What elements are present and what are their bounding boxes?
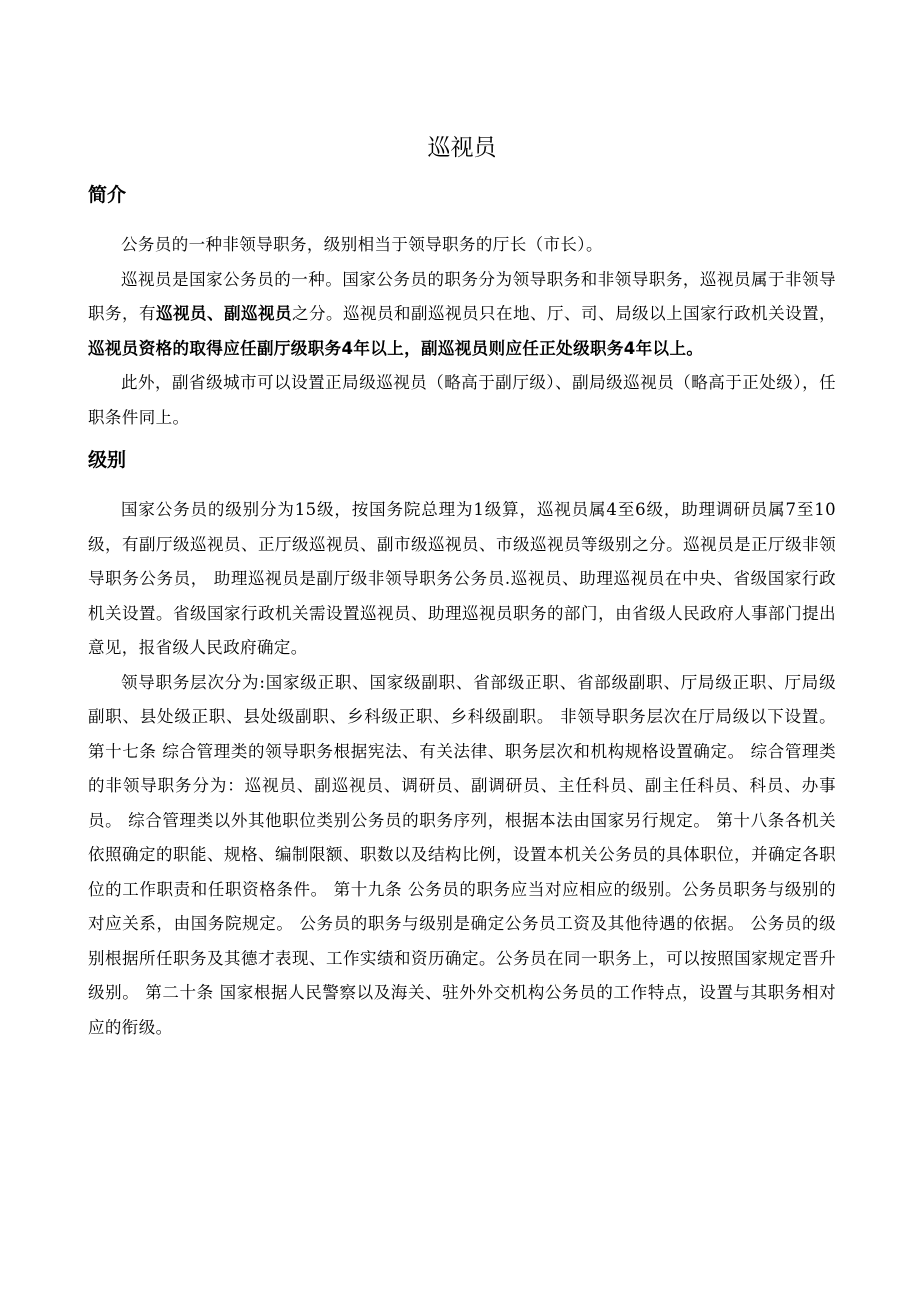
section-intro xyxy=(88,178,836,435)
bold-text: 巡视员资格的取得应任副厅级职务4年以上，副巡视员则应任正处级职务4年以上。 xyxy=(88,338,704,358)
paragraph-with-emphasis xyxy=(88,263,836,367)
bold-text: 巡视员、副巡视员 xyxy=(156,304,293,323)
section-heading-intro: 简介 xyxy=(88,184,127,206)
paragraph: 国家公务员的级别分为15级，按国务院总理为1级算，巡视员属4至6级，助理调研员属7至10级，有副厅级巡视员、正厅级巡视员、副市级巡视员、市级巡视员等级别之分。巡视员是正厅级非领导职务公务员， 助理巡视员是副厅级非领导职务公务员.巡视员、助理巡视员在中央、省级国家行政机关设置。省级国家行政机关需设置巡视员、助理巡视员职务的部门，由省级人民政府人事部门提出意见，报省级人民政府确定。 xyxy=(88,500,836,657)
paragraph: 领导职务层次分为:国家级正职、国家级副职、省部级正职、省部级副职、厅局级正职、厅局级副职、县处级正职、县处级副职、乡科级正职、乡科级副职。 非领导职务层次在厅局级以下设置。 第十七条 综合管理类的领导职务根据宪法、有关法律、职务层次和机构规格设置确定。 综合管理类的非领导职务分为：巡视员、副巡视员、调研员、副调研员、主任科员、副主任科员、科员、办事员。 综合管理类以外其他职位类别公务员的职务序列，根据本法由国家另行规定。 第十八条各机关依照确定的职能、规格、编制限额、职数以及结构比例，设置本机关公务员的具体职位，并确定各职位的工作职责和任职资格条件。 第十九条 公务员的职务应当对应相应的级别。公务员职务与级别的对应关系，由国务院规定。 公务员的职务与级别是确定公务员工资及其他待遇的依据。 公务员的级别根据所任职务及其德才表现、工作实绩和资历确定。公务员在同一职务上，可以按照国家规定晋升级别。 第二十条 国家根据人民警察以及海关、驻外外交机构公务员的工作特点，设置与其职务相对应的衔级。 xyxy=(88,672,836,1037)
document-page xyxy=(88,128,836,1045)
text-run: 巡视员是国家公务员的一种。国家公务员的职务分为领导职务和非领导职务，巡视员属于非领导职务，有 xyxy=(88,269,836,323)
section-heading-level: 级别 xyxy=(88,449,127,471)
page-title: 巡视员 xyxy=(427,135,497,161)
section-level xyxy=(88,443,836,1045)
paragraph: 公务员的一种非领导职务，级别相当于领导职务的厅长（市长）。 xyxy=(121,235,603,254)
text-run: 之分。巡视员和副巡视员只在地、厅、司、局级以上国家行政机关设置， xyxy=(292,304,836,323)
paragraph: 此外，副省级城市可以设置正局级巡视员（略高于副厅级）、副局级巡视员（略高于正处级），任职条件同上。 xyxy=(88,373,836,427)
